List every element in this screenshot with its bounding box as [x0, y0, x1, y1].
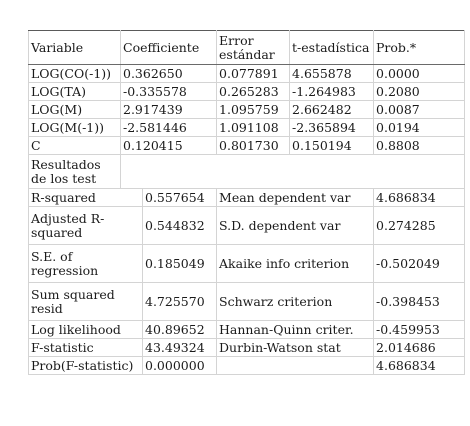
variable-name: C — [29, 137, 121, 155]
statistic-value: 40.89652 — [143, 321, 217, 339]
section-header-row — [29, 155, 465, 189]
coefficient-value: -0.335578 — [121, 83, 217, 101]
std-error-value: 1.091108 — [217, 119, 290, 137]
statistic-value: 0.544832 — [143, 207, 217, 245]
t-stat-value: -2.365894 — [290, 119, 374, 137]
statistic-value-right: 4.686834 — [374, 357, 465, 375]
prob-value: 0.0194 — [374, 119, 465, 137]
statistic-row — [29, 189, 465, 207]
std-error-value: 0.265283 — [217, 83, 290, 101]
column-header-coefficient: Coefficiente — [121, 31, 217, 65]
statistic-value-right: -0.502049 — [374, 245, 465, 283]
t-stat-value: 4.655878 — [290, 65, 374, 83]
section-label: Resultados de los test — [29, 155, 121, 189]
prob-value: 0.0000 — [374, 65, 465, 83]
std-error-value: 1.095759 — [217, 101, 290, 119]
variable-name: LOG(M(-1)) — [29, 119, 121, 137]
statistic-value: 0.557654 — [143, 189, 217, 207]
column-header-t-stat: t-estadística — [290, 31, 374, 65]
statistic-value-right: -0.398453 — [374, 283, 465, 321]
statistic-row — [29, 339, 465, 357]
statistic-label-right: Durbin-Watson stat — [217, 339, 374, 357]
column-header-prob: Prob.* — [374, 31, 465, 65]
variable-name: LOG(CO(-1)) — [29, 65, 121, 83]
statistic-label-right: Hannan-Quinn criter. — [217, 321, 374, 339]
prob-value: 0.8808 — [374, 137, 465, 155]
regression-output — [28, 30, 464, 375]
column-header-std-error: Error estándar — [217, 31, 290, 65]
std-error-value: 0.077891 — [217, 65, 290, 83]
statistic-label-right: Schwarz criterion — [217, 283, 374, 321]
coefficient-value: 0.120415 — [121, 137, 217, 155]
coefficient-row — [29, 119, 465, 137]
statistic-label-right: Akaike info criterion — [217, 245, 374, 283]
section-spacer — [121, 155, 465, 189]
statistic-row — [29, 321, 465, 339]
statistic-value-right: -0.459953 — [374, 321, 465, 339]
statistic-label-right: Mean dependent var — [217, 189, 374, 207]
column-header-variable: Variable — [29, 31, 121, 65]
std-error-value: 0.801730 — [217, 137, 290, 155]
coefficient-row — [29, 65, 465, 83]
variable-name: LOG(M) — [29, 101, 121, 119]
statistic-label-right: S.D. dependent var — [217, 207, 374, 245]
prob-value: 0.0087 — [374, 101, 465, 119]
coefficient-value: 0.362650 — [121, 65, 217, 83]
statistic-row — [29, 283, 465, 321]
statistic-value-right: 0.274285 — [374, 207, 465, 245]
statistic-label: S.E. of regression — [29, 245, 143, 283]
statistic-label-right — [217, 357, 374, 375]
coefficient-value: 2.917439 — [121, 101, 217, 119]
header-row — [29, 31, 465, 65]
coefficient-row — [29, 137, 465, 155]
t-stat-value: 2.662482 — [290, 101, 374, 119]
statistic-label: Log likelihood — [29, 321, 143, 339]
coefficient-row — [29, 83, 465, 101]
statistic-value: 0.000000 — [143, 357, 217, 375]
coefficient-row — [29, 101, 465, 119]
t-stat-value: 0.150194 — [290, 137, 374, 155]
statistic-row — [29, 245, 465, 283]
statistic-label: F-statistic — [29, 339, 143, 357]
statistic-value-right: 2.014686 — [374, 339, 465, 357]
statistic-label: R-squared — [29, 189, 143, 207]
statistic-value: 0.185049 — [143, 245, 217, 283]
t-stat-value: -1.264983 — [290, 83, 374, 101]
statistic-label: Prob(F-statistic) — [29, 357, 143, 375]
statistic-value: 4.725570 — [143, 283, 217, 321]
statistic-value-right: 4.686834 — [374, 189, 465, 207]
coefficient-value: -2.581446 — [121, 119, 217, 137]
statistic-row — [29, 207, 465, 245]
statistic-row — [29, 357, 465, 375]
statistic-label: Sum squared resid — [29, 283, 143, 321]
variable-name: LOG(TA) — [29, 83, 121, 101]
statistic-value: 43.49324 — [143, 339, 217, 357]
regression-table — [28, 30, 465, 375]
prob-value: 0.2080 — [374, 83, 465, 101]
statistic-label: Adjusted R-squared — [29, 207, 143, 245]
